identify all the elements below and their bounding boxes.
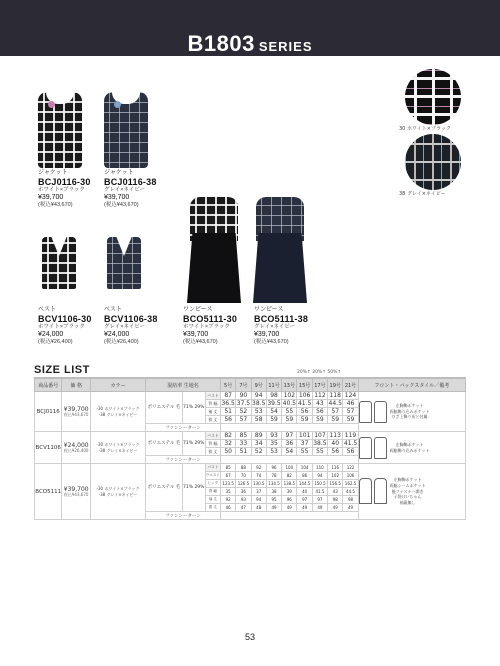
cell-measure: 36 bbox=[282, 440, 297, 448]
cell-measure: 49 bbox=[282, 504, 297, 512]
cell-measure: 55 bbox=[282, 408, 297, 416]
note-line: 左胸飾ポケット bbox=[395, 441, 424, 447]
cell-measure: 102 bbox=[328, 472, 343, 480]
cell-measure: 39 bbox=[282, 488, 297, 496]
series-title bbox=[0, 31, 500, 57]
cell-measure: 38 bbox=[266, 488, 281, 496]
table-group-bcv1106 bbox=[35, 432, 466, 464]
cell-measure: 118 bbox=[329, 392, 341, 399]
cell-measure: 35 bbox=[220, 488, 235, 496]
cell-measure: 37.5 bbox=[236, 400, 251, 407]
note-line: 左胸飾ポケット bbox=[393, 477, 422, 482]
cell-measure: 97 bbox=[297, 496, 312, 504]
size-table bbox=[34, 378, 466, 520]
header-size-21: 21号 bbox=[343, 379, 358, 392]
cell-empty bbox=[220, 424, 358, 432]
cell-measure: 55 bbox=[312, 448, 327, 456]
cell-measure: 94 bbox=[251, 392, 266, 400]
cell-measure: 55 bbox=[297, 448, 312, 456]
cell-measure: 43 bbox=[312, 400, 327, 408]
product-kind: ベスト bbox=[38, 307, 57, 313]
series-code: B1803 bbox=[187, 31, 255, 56]
cell-measure: 94 bbox=[312, 472, 327, 480]
cell-mix: 71% 29% bbox=[182, 392, 205, 424]
cell-measure: 48 bbox=[251, 504, 266, 512]
cell-measure: 39.5 bbox=[267, 400, 281, 407]
cell-measure: 40 bbox=[297, 488, 312, 496]
header-sku: 商品番号 bbox=[35, 379, 62, 392]
cell-measure: 49 bbox=[312, 504, 327, 512]
cell-measure: 88 bbox=[236, 464, 251, 472]
cell-measure: 110 bbox=[312, 464, 327, 472]
back-style-icon bbox=[374, 478, 387, 504]
vest-neckline bbox=[116, 236, 132, 256]
cell-measure: 56 bbox=[328, 448, 343, 456]
cell-price bbox=[62, 392, 91, 432]
cell-measure: 50 bbox=[220, 448, 235, 456]
cell-empty bbox=[220, 456, 358, 464]
corsage-icon bbox=[114, 101, 121, 108]
cell-measure: 89 bbox=[251, 432, 266, 440]
cell-fabric: ポリエステル 毛 bbox=[146, 464, 183, 512]
measure-label: 着 丈 bbox=[205, 448, 220, 456]
product-price: ¥39,700 bbox=[183, 330, 209, 338]
cell-measure: 33 bbox=[236, 440, 251, 448]
back-style-icon bbox=[374, 401, 387, 423]
cell-colors bbox=[90, 464, 145, 520]
cell-measure: 70 bbox=[236, 472, 251, 480]
cell-measure: 74 bbox=[251, 472, 266, 480]
swatch-30-image bbox=[405, 69, 461, 125]
color-option: -38 グレイ×ネイビー bbox=[98, 411, 138, 417]
cell-measure: 41.5 bbox=[297, 400, 312, 407]
swatch-30-label: 30 ホワイト×ブラック bbox=[399, 126, 451, 132]
cell-mix: 71% 29% bbox=[182, 464, 205, 512]
cell-measure: 98 bbox=[343, 496, 358, 504]
cell-measure: 95 bbox=[266, 496, 281, 504]
cell-measure: 59 bbox=[328, 416, 343, 424]
cell-measure: 38.5 bbox=[313, 440, 327, 447]
cell-measure: 100 bbox=[282, 464, 297, 472]
product-code: BCV1106-38 bbox=[104, 313, 158, 324]
header-fabric: 混紡率 生地名 bbox=[146, 379, 221, 392]
note-line: 左胸飾ポケット bbox=[395, 402, 424, 408]
cell-measure: 37 bbox=[251, 488, 266, 496]
dress-38-image bbox=[250, 197, 310, 303]
cell-measure: 34 bbox=[251, 440, 266, 448]
product-color: グレイ×ネイビー bbox=[104, 187, 146, 194]
measure-label: 着 丈 bbox=[205, 416, 220, 424]
cell-price bbox=[62, 464, 91, 520]
cell-measure: 93 bbox=[266, 432, 281, 440]
cell-measure: 92 bbox=[251, 464, 266, 472]
cell-measure: 90 bbox=[236, 392, 251, 400]
cell-measure: 97 bbox=[312, 496, 327, 504]
color-option: -30 ホワイト×ブラック bbox=[96, 405, 140, 411]
color-option: -38 グレイ×ネイビー bbox=[98, 447, 138, 453]
product-code: BCV1106-30 bbox=[38, 313, 92, 324]
size-list-heading: SIZE LIST bbox=[34, 364, 90, 376]
product-color: ホワイト×ブラック bbox=[38, 324, 85, 331]
measure-label: ウエスト bbox=[205, 472, 220, 480]
cell-measure: 96 bbox=[282, 496, 297, 504]
cell-measure: 107 bbox=[314, 432, 326, 439]
cell-measure: 44.5 bbox=[343, 488, 358, 496]
cell-measure: 36 bbox=[236, 488, 251, 496]
cell-measure: 86 bbox=[297, 472, 312, 480]
jacket-style-icons bbox=[359, 401, 387, 423]
note-line: ひざ上飾り布と付属 bbox=[391, 414, 428, 420]
cell-measure: 162.5 bbox=[344, 481, 357, 486]
header-size-13: 13号 bbox=[282, 379, 297, 392]
cell-measure: 98 bbox=[266, 392, 281, 400]
measure-label: 背 幅 bbox=[205, 440, 220, 448]
product-price: ¥39,700 bbox=[254, 330, 280, 338]
product-caption-bcv-38 bbox=[104, 307, 158, 345]
cell-tax-price: 税込¥26,400 bbox=[63, 447, 89, 453]
cell-measure: 57 bbox=[328, 408, 343, 416]
cell-tax-price: 税込¥43,670 bbox=[63, 491, 89, 497]
cell-price-value: ¥24,000 bbox=[63, 441, 89, 449]
product-kind: ジャケット bbox=[38, 170, 68, 176]
front-style-icon bbox=[359, 478, 372, 504]
note-line: 後ファスナー開き bbox=[391, 488, 424, 494]
cell-measure: 126.5 bbox=[237, 481, 250, 486]
cell-measure: 43 bbox=[328, 488, 343, 496]
dress-skirt bbox=[187, 233, 241, 303]
cell-lining: ファンシーターン bbox=[146, 512, 221, 520]
cell-measure: 101 bbox=[298, 432, 311, 439]
product-caption-bco-38 bbox=[254, 307, 308, 345]
cell-measure: 57 bbox=[343, 408, 358, 416]
cell-lining: ファンシーターン bbox=[146, 424, 221, 432]
cell-measure: 44.5 bbox=[328, 400, 342, 407]
cell-measure: 113 bbox=[329, 432, 341, 439]
product-kind: ワンピース bbox=[254, 307, 284, 313]
cell-measure: 78 bbox=[266, 472, 281, 480]
cell-measure: 106 bbox=[298, 392, 311, 399]
cell-measure: 87 bbox=[220, 392, 235, 400]
product-color: グレイ×ネイビー bbox=[254, 324, 296, 331]
product-price: ¥39,700 bbox=[38, 193, 64, 201]
cell-measure: 58 bbox=[251, 416, 266, 424]
cell-price bbox=[62, 432, 91, 464]
cell-measure: 46 bbox=[220, 504, 235, 512]
cell-measure: 54 bbox=[282, 448, 297, 456]
measure-label: 背 幅 bbox=[205, 488, 220, 496]
cell-lining: ファンシーターン bbox=[146, 456, 221, 464]
product-color: グレイ×ネイビー bbox=[104, 324, 146, 331]
note-line: 両脇飾り込みポケット bbox=[389, 447, 430, 453]
header-notes: フロント・バックスタイル／備考 bbox=[358, 379, 465, 392]
cell-measure: 52 bbox=[236, 408, 251, 416]
cell-measure: 123.5 bbox=[222, 481, 234, 486]
product-caption-bcv-30 bbox=[38, 307, 92, 345]
product-kind: ベスト bbox=[104, 307, 123, 313]
product-code: BCO5111-30 bbox=[183, 313, 238, 324]
cell-measure: 59 bbox=[343, 416, 358, 424]
cell-measure: 82 bbox=[282, 472, 297, 480]
cell-measure: 51 bbox=[236, 448, 251, 456]
product-code: BCO5111-38 bbox=[254, 313, 309, 324]
vest-30-image bbox=[42, 237, 76, 289]
cell-measure: 41.5 bbox=[343, 440, 358, 447]
cell-measure: 130.5 bbox=[253, 481, 265, 486]
product-caption-bco-30 bbox=[183, 307, 237, 345]
cell-measure: 38.5 bbox=[252, 400, 266, 407]
cell-measure: 98 bbox=[328, 496, 343, 504]
header-size-15: 15号 bbox=[297, 379, 312, 392]
cell-measure: 49 bbox=[343, 504, 358, 512]
cell-sku: BCO5111 bbox=[35, 464, 62, 520]
cell-measure: 56 bbox=[297, 408, 312, 416]
series-header bbox=[0, 0, 500, 56]
cell-colors bbox=[90, 432, 145, 464]
cell-measure: 59 bbox=[266, 416, 281, 424]
swatch-38-image bbox=[405, 134, 461, 190]
page-number: 53 bbox=[244, 632, 255, 642]
cell-notes bbox=[358, 392, 465, 432]
cell-measure: 156.5 bbox=[329, 481, 341, 486]
cell-sku: BCJ0116 bbox=[35, 392, 62, 432]
vest-neckline bbox=[51, 236, 67, 256]
cell-measure: 119 bbox=[344, 432, 357, 439]
cell-measure: 49 bbox=[328, 504, 343, 512]
cell-measure: 56 bbox=[343, 448, 358, 456]
cell-sku: BCV1106 bbox=[35, 432, 62, 464]
cell-measure: 82 bbox=[220, 432, 235, 440]
cell-measure: 116 bbox=[328, 464, 343, 472]
cell-measure: 104 bbox=[297, 464, 312, 472]
note-line: 子袋けいちゃん bbox=[393, 494, 422, 500]
product-tax-price: (税込¥43,670) bbox=[183, 338, 218, 345]
color-option: -38 グレイ×ネイビー bbox=[98, 491, 138, 497]
cell-measure: 138.5 bbox=[283, 481, 296, 486]
corsage-icon bbox=[48, 101, 55, 108]
cell-measure: 93 bbox=[236, 496, 251, 504]
series-word: SERIES bbox=[258, 39, 313, 54]
dress-skirt bbox=[253, 233, 307, 303]
cell-price-value: ¥39,700 bbox=[63, 485, 89, 493]
back-style-icon bbox=[374, 437, 387, 459]
front-style-icon bbox=[359, 437, 372, 459]
cell-measure: 134.5 bbox=[268, 481, 280, 486]
product-caption-bcj-30 bbox=[38, 170, 91, 208]
color-option: -30 ホワイト×ブラック bbox=[96, 441, 140, 447]
cell-measure: 102 bbox=[283, 392, 296, 399]
cell-measure: 56 bbox=[220, 416, 235, 424]
header-size-5: 5号 bbox=[220, 379, 235, 392]
measure-label: 背 幅 bbox=[205, 400, 220, 408]
header-size-17: 17号 bbox=[312, 379, 327, 392]
cell-measure: 35 bbox=[266, 440, 281, 448]
cell-mix: 71% 29% bbox=[182, 432, 205, 456]
product-tax-price: (税込¥43,670) bbox=[254, 338, 289, 345]
cell-measure: 150.5 bbox=[314, 481, 326, 486]
cell-measure: 46 bbox=[343, 400, 358, 408]
measure-label: 袖 丈 bbox=[205, 496, 220, 504]
table-row bbox=[35, 392, 466, 400]
cell-measure: 59 bbox=[297, 416, 312, 424]
cell-measure: 59 bbox=[312, 416, 327, 424]
dress-style-icons bbox=[359, 478, 387, 504]
cell-measure: 37 bbox=[297, 440, 312, 448]
note-line: 両脇飾り込みポケット bbox=[389, 408, 430, 414]
product-tax-price: (税込¥43,670) bbox=[104, 201, 139, 208]
measure-label: バスト bbox=[205, 464, 220, 472]
product-price: ¥24,000 bbox=[104, 330, 130, 338]
product-kind: ワンピース bbox=[183, 307, 213, 313]
product-code: BCJ0116-30 bbox=[38, 176, 91, 187]
vest-style-icons bbox=[359, 437, 387, 459]
cell-measure: 92 bbox=[220, 496, 235, 504]
cell-measure: 57 bbox=[236, 416, 251, 424]
header-color: カラー bbox=[90, 379, 145, 392]
product-tax-price: (税込¥26,400) bbox=[104, 338, 139, 345]
table-row bbox=[35, 432, 466, 440]
header-size-7: 7号 bbox=[236, 379, 251, 392]
header-size-9: 9号 bbox=[251, 379, 266, 392]
measure-label: 着 丈 bbox=[205, 504, 220, 512]
cell-measure: 67 bbox=[220, 472, 235, 480]
front-style-icon bbox=[359, 401, 372, 423]
cell-measure: 54 bbox=[266, 408, 281, 416]
product-price: ¥39,700 bbox=[104, 193, 130, 201]
cell-measure: 52 bbox=[251, 448, 266, 456]
cell-measure: 124 bbox=[344, 392, 357, 399]
cell-measure: 59 bbox=[282, 416, 297, 424]
table-row bbox=[35, 464, 466, 472]
measure-label: 袖 丈 bbox=[205, 408, 220, 416]
cell-measure: 97 bbox=[282, 432, 297, 440]
product-tax-price: (税込¥43,670) bbox=[38, 201, 73, 208]
cell-measure: 106 bbox=[343, 472, 358, 480]
dress-30-image bbox=[184, 197, 244, 303]
product-tax-price: (税込¥26,400) bbox=[38, 338, 73, 345]
cell-measure: 40.5 bbox=[282, 400, 296, 407]
cell-measure: 96 bbox=[266, 464, 281, 472]
size-table-header bbox=[35, 379, 466, 392]
note-line: 両脇シームポケット bbox=[389, 482, 426, 488]
cell-measure: 85 bbox=[236, 432, 251, 440]
table-group-bcj0116 bbox=[35, 392, 466, 432]
measure-label: バスト bbox=[206, 392, 219, 398]
cell-fabric: ポリエステル 毛 bbox=[146, 392, 183, 424]
cell-tax-price: 税込¥43,670 bbox=[63, 411, 89, 417]
cell-fabric: ポリエステル 毛 bbox=[146, 432, 183, 456]
jacket-38-image bbox=[104, 92, 148, 168]
cell-measure: 36.5 bbox=[221, 400, 235, 407]
cell-measure: 94 bbox=[251, 496, 266, 504]
cell-measure: 32 bbox=[220, 440, 235, 448]
cell-measure: 51 bbox=[220, 408, 235, 416]
swatch-38-label: 38 グレイ×ネイビー bbox=[399, 191, 446, 197]
stretch-percent-note: 20%↑ 20%↑ 50%↑ bbox=[297, 370, 342, 375]
cell-notes bbox=[358, 464, 465, 520]
cell-measure: 49 bbox=[297, 504, 312, 512]
product-color: ホワイト×ブラック bbox=[183, 324, 230, 331]
header-price: 価 格 bbox=[62, 379, 91, 392]
cell-measure: 56 bbox=[312, 408, 327, 416]
vest-38-image bbox=[107, 237, 141, 289]
cell-measure: 85 bbox=[220, 464, 235, 472]
cell-measure: 112 bbox=[314, 392, 326, 399]
product-color: ホワイト×ブラック bbox=[38, 187, 85, 194]
cell-measure: 53 bbox=[266, 448, 281, 456]
cell-price-value: ¥39,700 bbox=[63, 405, 89, 413]
cell-colors bbox=[90, 392, 145, 432]
product-kind: ジャケット bbox=[104, 170, 134, 176]
cell-measure: 53 bbox=[251, 408, 266, 416]
measure-label: バスト bbox=[206, 432, 219, 438]
header-size-19: 19号 bbox=[328, 379, 343, 392]
cell-measure: 41.5 bbox=[312, 488, 327, 496]
product-caption-bcj-38 bbox=[104, 170, 157, 208]
product-price: ¥24,000 bbox=[38, 330, 64, 338]
cell-measure: 47 bbox=[236, 504, 251, 512]
cell-measure: 49 bbox=[266, 504, 281, 512]
cell-measure: 40 bbox=[328, 440, 343, 448]
note-line: 袖裏無し bbox=[399, 500, 416, 506]
cell-measure: 144.5 bbox=[298, 481, 311, 486]
product-code: BCJ0116-38 bbox=[104, 176, 157, 187]
header-size-11: 11号 bbox=[266, 379, 281, 392]
cell-empty bbox=[220, 512, 358, 520]
cell-measure: 122 bbox=[343, 464, 358, 472]
cell-notes bbox=[358, 432, 465, 464]
table-group-bco5111 bbox=[35, 464, 466, 520]
color-option: -30 ホワイト×ブラック bbox=[96, 485, 140, 491]
jacket-30-image bbox=[38, 92, 82, 168]
measure-label: ヒップ bbox=[205, 480, 220, 488]
